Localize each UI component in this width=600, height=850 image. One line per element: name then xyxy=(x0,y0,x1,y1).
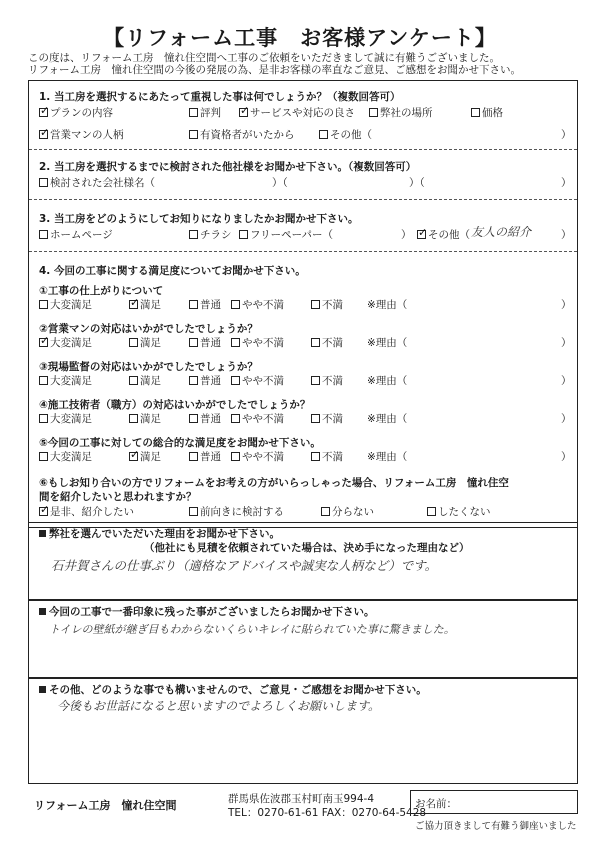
divider xyxy=(29,149,577,150)
rating-option[interactable]: 普通 xyxy=(189,449,221,464)
reason-close: ） xyxy=(561,451,572,463)
q4-item-title: ①工事の仕上がりについて xyxy=(39,285,164,297)
rating-option[interactable]: 大変満足 xyxy=(39,297,92,312)
checkbox[interactable] xyxy=(311,376,320,385)
checkbox-checked[interactable] xyxy=(239,108,248,117)
reason-label: ※理由（ xyxy=(367,299,408,311)
rating-option[interactable]: ✓ 満足 xyxy=(129,449,161,464)
square-bullet-icon xyxy=(39,530,46,537)
reason-label: ※理由（ xyxy=(367,337,408,349)
checkbox[interactable] xyxy=(369,108,378,117)
q1-option-qualified[interactable]: 有資格者がいたから xyxy=(189,127,295,142)
checkbox[interactable] xyxy=(427,507,436,516)
checkbox-checked[interactable] xyxy=(129,300,138,309)
q1-option-salesman[interactable]: ✓ 営業マンの人柄 xyxy=(39,127,124,142)
q1-row-1 xyxy=(39,105,573,119)
impression-box xyxy=(28,600,578,678)
checkbox[interactable] xyxy=(39,230,48,239)
q6-line-2: 間を紹介したいと思われますか？ xyxy=(39,491,197,503)
reason-close: ） xyxy=(561,337,572,349)
q3-option-other[interactable]: ✓ その他（ xyxy=(417,227,470,242)
q1-option-location[interactable]: 弊社の場所 xyxy=(369,105,433,120)
checkbox[interactable] xyxy=(321,507,330,516)
q3-option-homepage[interactable]: ホームページ xyxy=(39,227,113,242)
rating-option[interactable]: 大変満足 xyxy=(39,449,92,464)
checkbox[interactable] xyxy=(231,338,240,347)
checkbox[interactable] xyxy=(189,300,198,309)
checkbox-checked[interactable] xyxy=(39,108,48,117)
checkbox[interactable] xyxy=(311,414,320,423)
reason-close: ） xyxy=(561,375,572,387)
reason-label: ※理由（ xyxy=(367,413,408,425)
name-label: お名前： xyxy=(415,798,457,810)
comments-answer: 今後もお世話になると思いますのでよろしくお願いします。 xyxy=(57,699,381,713)
q2-row xyxy=(39,175,573,189)
checkbox-checked[interactable] xyxy=(129,452,138,461)
reason-subtitle: （他社にも見積を依頼されていた場合は、決め手になった理由など） xyxy=(144,542,470,554)
checkbox[interactable] xyxy=(189,452,198,461)
rating-option[interactable]: 満足 xyxy=(129,411,161,426)
checkbox-checked[interactable] xyxy=(39,338,48,347)
rating-option[interactable]: 不満 xyxy=(311,297,343,312)
impression-answer: トイレの壁紙が継ぎ目もわからないくらいキレイに貼られていた事に驚きました。 xyxy=(49,623,455,636)
square-bullet-icon xyxy=(39,686,46,693)
q2-close: ） xyxy=(561,177,572,189)
q1-other-close: ） xyxy=(561,129,572,141)
page-title: 【リフォーム工事 お客様アンケート】 xyxy=(103,26,497,50)
reason-close: ） xyxy=(561,413,572,425)
rating-option[interactable]: 大変満足 xyxy=(39,411,92,426)
checkbox[interactable] xyxy=(39,414,48,423)
name-field[interactable] xyxy=(410,790,578,814)
square-bullet-icon xyxy=(39,608,46,615)
intro-line-2: リフォーム工房 憧れ住空間の今後の発展の為、是非お客様の率直なご意見、ご感想をお聞かせ下さい。 xyxy=(28,64,521,76)
checkbox[interactable] xyxy=(239,230,248,239)
q3-option-flyer[interactable]: チラシ xyxy=(189,227,232,242)
rating-option[interactable]: ✓ 満足 xyxy=(129,297,161,312)
reason-answer: 石井賀さんの仕事ぶり（適格なアドバイスや誠実な人柄など）です。 xyxy=(51,558,438,573)
checkbox[interactable] xyxy=(39,178,48,187)
checkbox[interactable] xyxy=(319,130,328,139)
company-phone: TEL：0270-61-61 FAX：0270-64-5428 xyxy=(228,807,427,819)
checkbox[interactable] xyxy=(189,414,198,423)
q2-option-companies[interactable]: 検討された会社様名（ xyxy=(39,175,155,190)
checkbox[interactable] xyxy=(129,414,138,423)
reason-label: ※理由（ xyxy=(367,375,408,387)
q6-option-no[interactable]: したくない xyxy=(427,504,491,519)
checkbox[interactable] xyxy=(129,376,138,385)
checkbox[interactable] xyxy=(189,108,198,117)
thanks-note: ご協力頂きまして有難う御座いました xyxy=(415,821,577,832)
q2-title: 2. 当工房を選択するまでに検討された他社様をお聞かせ下さい。（複数回答可） xyxy=(39,161,417,173)
checkbox[interactable] xyxy=(189,338,198,347)
checkbox[interactable] xyxy=(189,376,198,385)
checkbox[interactable] xyxy=(189,130,198,139)
q4-item-title: ③現場監督の対応はいかがでしたでしょうか？ xyxy=(39,361,258,373)
checkbox[interactable] xyxy=(189,230,198,239)
rating-option[interactable]: 満足 xyxy=(129,335,161,350)
q4-item-row xyxy=(39,411,573,425)
impression-title: 今回の工事で一番印象に残った事がございましたらお聞かせ下さい。 xyxy=(39,604,375,619)
checkbox[interactable] xyxy=(231,300,240,309)
company-address: 群馬県佐波郡玉村町南玉994-4 xyxy=(228,793,375,805)
q1-option-plan[interactable]: ✓ プランの内容 xyxy=(39,105,113,120)
q4-item-row xyxy=(39,335,573,349)
reason-box xyxy=(28,522,578,600)
q4-item-title: ②営業マンの対応はいかがでしたでしょうか？ xyxy=(39,323,258,335)
q1-option-service[interactable]: ✓ サービスや対応の良さ xyxy=(239,105,355,120)
q3-freepaper-close: ） xyxy=(401,229,412,241)
questionnaire-box xyxy=(28,80,578,528)
q1-option-reputation[interactable]: 評判 xyxy=(189,105,221,120)
rating-option[interactable]: 不満 xyxy=(311,449,343,464)
q4-item-row xyxy=(39,449,573,463)
checkbox[interactable] xyxy=(189,507,198,516)
rating-option[interactable]: やや不満 xyxy=(231,297,284,312)
checkbox[interactable] xyxy=(39,376,48,385)
checkbox[interactable] xyxy=(311,300,320,309)
checkbox[interactable] xyxy=(231,452,240,461)
q1-title: 1. 当工房を選択するにあたって重視した事は何でしょうか？（複数回答可） xyxy=(39,91,401,103)
rating-option[interactable]: 不満 xyxy=(311,373,343,388)
rating-option[interactable]: 不満 xyxy=(311,335,343,350)
q4-item-row xyxy=(39,373,573,387)
comments-title: その他、どのような事でも構いませんので、ご意見・ご感想をお聞かせ下さい。 xyxy=(39,682,427,697)
q4-item-row xyxy=(39,297,573,311)
q6-option-consider[interactable]: 前向きに検討する xyxy=(189,504,284,519)
checkbox[interactable] xyxy=(129,338,138,347)
checkbox-checked[interactable] xyxy=(39,130,48,139)
q1-option-price[interactable]: 価格 xyxy=(471,105,503,120)
company-name: リフォーム工房 憧れ住空間 xyxy=(34,799,177,812)
checkbox[interactable] xyxy=(231,414,240,423)
q6-line-1: ⑥もしお知り合いの方でリフォームをお考えの方がいらっしゃった場合、リフォーム工房 憧れ住空 xyxy=(39,477,509,489)
reason-title: 弊社を選んでいただいた理由をお聞かせ下さい。 xyxy=(39,526,280,541)
rating-option[interactable]: 満足 xyxy=(129,373,161,388)
rating-option[interactable]: ✓ 大変満足 xyxy=(39,335,92,350)
q4-item-title: ⑤今回の工事に対しての総合的な満足度をお聞かせ下さい。 xyxy=(39,437,321,449)
q4-title: 4. 今回の工事に関する満足度についてお聞かせ下さい。 xyxy=(39,265,306,277)
checkbox[interactable] xyxy=(311,338,320,347)
rating-option[interactable]: 普通 xyxy=(189,297,221,312)
q6-option-unknown[interactable]: 分らない xyxy=(321,504,374,519)
rating-option[interactable]: やや不満 xyxy=(231,335,284,350)
reason-label: ※理由（ xyxy=(367,451,408,463)
q6-option-yes[interactable]: ✓ 是非、紹介したい xyxy=(39,504,134,519)
rating-option[interactable]: やや不満 xyxy=(231,411,284,426)
q3-other-close: ） xyxy=(561,229,572,241)
rating-option[interactable]: 普通 xyxy=(189,373,221,388)
divider xyxy=(29,199,577,200)
checkbox[interactable] xyxy=(39,452,48,461)
q3-title: 3. 当工房をどのようにしてお知りになりましたかお聞かせ下さい。 xyxy=(39,213,359,225)
q4-item-title: ④施工技術者（職方）の対応はいかがでしたでしょうか？ xyxy=(39,399,311,411)
q2-separator-1: ）（ xyxy=(272,177,288,189)
reason-close: ） xyxy=(561,299,572,311)
checkbox[interactable] xyxy=(311,452,320,461)
rating-option[interactable]: 不満 xyxy=(311,411,343,426)
q3-row xyxy=(39,227,573,241)
rating-option[interactable]: 普通 xyxy=(189,411,221,426)
rating-option[interactable]: 大変満足 xyxy=(39,373,92,388)
checkbox-checked[interactable] xyxy=(39,507,48,516)
q3-other-answer: 友人の紹介 xyxy=(471,225,532,239)
q1-row-2 xyxy=(39,127,573,141)
comments-box xyxy=(28,678,578,784)
q1-option-other[interactable]: その他（ xyxy=(319,127,372,142)
q2-separator-2: ）（ xyxy=(409,177,425,189)
rating-option[interactable]: 普通 xyxy=(189,335,221,350)
checkbox-checked[interactable] xyxy=(417,230,426,239)
rating-option[interactable]: やや不満 xyxy=(231,373,284,388)
q3-option-freepaper[interactable]: フリーペーパー（ xyxy=(239,227,333,242)
intro-line-1: この度は、リフォーム工房 憧れ住空間へ工事のご依頼をいただきまして誠に有難うございました。 xyxy=(28,52,500,64)
q6-row xyxy=(39,504,573,518)
checkbox[interactable] xyxy=(231,376,240,385)
rating-option[interactable]: やや不満 xyxy=(231,449,284,464)
divider xyxy=(29,251,577,252)
checkbox[interactable] xyxy=(39,300,48,309)
checkbox[interactable] xyxy=(471,108,480,117)
